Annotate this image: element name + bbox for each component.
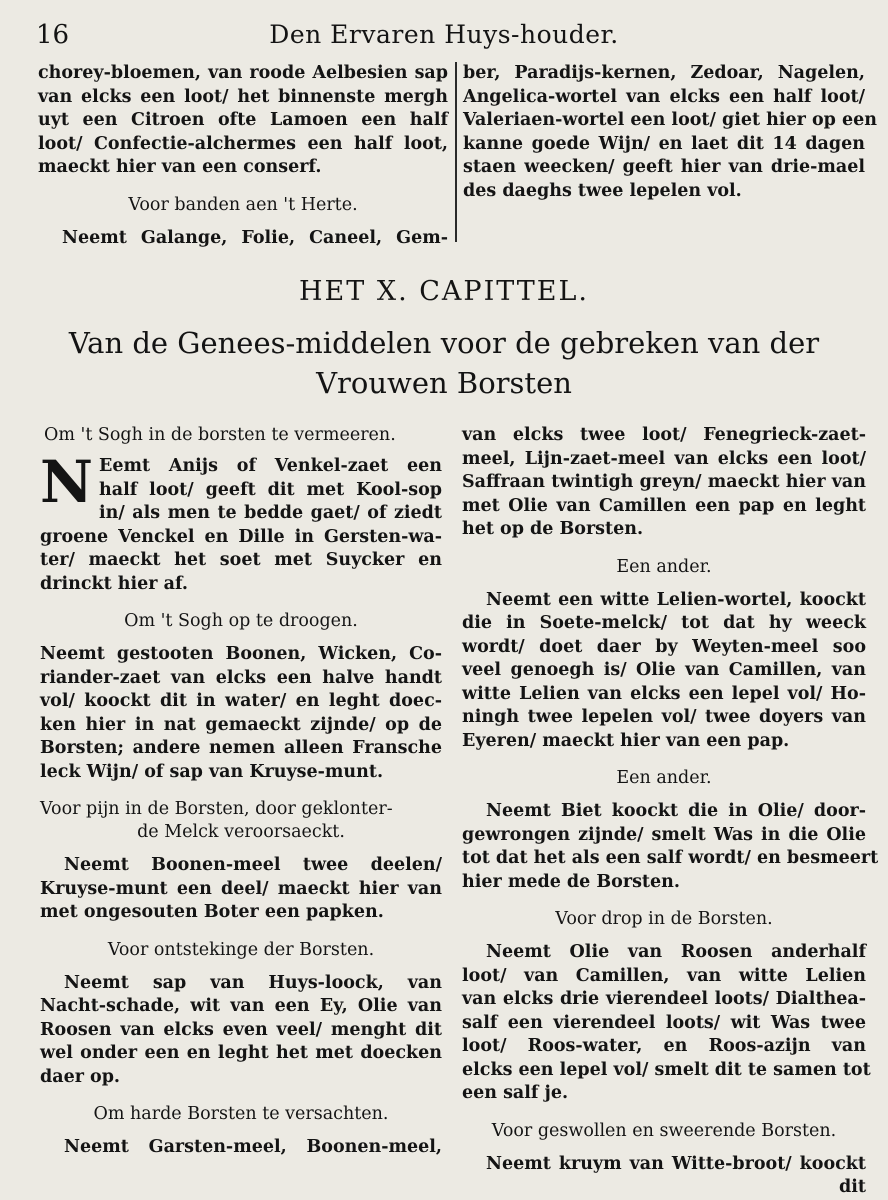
text-line: drinckt hier af. bbox=[40, 573, 188, 594]
text-line: loot/ Roos-water, en Roos-azijn van bbox=[462, 1036, 866, 1056]
top-right-column bbox=[463, 62, 877, 203]
chapter-heading: HET X. CAPITTEL. bbox=[299, 276, 589, 307]
text-line: salf een vierendeel loots/ wit Was twee bbox=[462, 1012, 866, 1033]
text-line: daer op. bbox=[40, 1066, 121, 1087]
text-line: in/ als men te bedde gaet/ of ziedt bbox=[99, 503, 442, 523]
text-line: van elcks een loot/ het binnenste mergh bbox=[38, 86, 448, 107]
catchword: dit bbox=[839, 1177, 866, 1197]
text-line: met Olie van Camillen een pap en leght bbox=[462, 495, 866, 516]
section-heading: de Melck veroorsaeckt. bbox=[137, 822, 345, 842]
text-line: uyt een Citroen ofte Lamoen een half bbox=[38, 110, 448, 130]
text-line: groene Venckel en Dille in Gersten-wa- bbox=[40, 526, 442, 547]
running-title: Den Ervaren Huys-houder. bbox=[269, 20, 619, 49]
text-line: Neemt Boonen-meel twee deelen/ bbox=[64, 855, 442, 875]
text-line: ken hier in nat gemaeckt zijnde/ op de bbox=[40, 714, 442, 735]
chapter-title-line-1: Van de Genees-middelen voor de gebreken van der bbox=[68, 326, 820, 360]
text-line: meel, Lijn-zaet-meel van elcks een loot/ bbox=[462, 448, 866, 469]
top-left-column bbox=[38, 62, 448, 250]
section-heading: Voor ontstekinge der Borsten. bbox=[107, 939, 375, 960]
text-line: die in Soete-melck/ tot dat hy weeck bbox=[462, 613, 866, 633]
left-column bbox=[40, 424, 442, 1160]
text-line: Angelica-wortel van elcks een half loot/ bbox=[463, 86, 865, 107]
chapter-title-line-2: Vrouwen Borsten bbox=[316, 366, 572, 400]
text-line: half loot/ geeft dit met Kool-sop bbox=[99, 479, 442, 500]
text-line: kanne goede Wijn/ en laet dit 14 dagen bbox=[463, 133, 865, 154]
section-heading: Voor drop in de Borsten. bbox=[555, 909, 773, 929]
text-line: loot/ van Camillen, van witte Lelien bbox=[462, 965, 866, 986]
section-heading: Om 't Sogh in de borsten te vermeeren. bbox=[44, 425, 396, 445]
text-line: Neemt kruym van Witte-broot/ koockt bbox=[486, 1153, 866, 1174]
text-line: wordt/ doet daer by Weyten-meel soo bbox=[462, 636, 866, 657]
text-line: Kruyse-munt een deel/ maeckt hier van bbox=[40, 878, 442, 899]
running-header bbox=[0, 14, 888, 54]
text-line: Eyeren/ maeckt hier van een pap. bbox=[462, 730, 790, 751]
section-heading: Om harde Borsten te versachten. bbox=[93, 1104, 389, 1124]
text-line: Nacht-schade, wit van een Ey, Olie van bbox=[40, 996, 442, 1016]
text-line: van elcks twee loot/ Fenegrieck-zaet- bbox=[462, 425, 866, 445]
text-line: wel onder een en leght het met doecken bbox=[40, 1043, 442, 1063]
text-line: van elcks drie vierendeel loots/ Dialthea- bbox=[462, 989, 866, 1009]
text-line: riander-zaet van elcks een halve handt bbox=[40, 667, 442, 688]
text-line: elcks een lepel vol/ smelt dit te samen tot bbox=[462, 1059, 871, 1080]
text-line: het op de Borsten. bbox=[462, 519, 644, 539]
drop-cap: N bbox=[40, 448, 94, 516]
text-line: Roosen van elcks even veel/ menght dit bbox=[40, 1019, 442, 1040]
section-heading: Voor geswollen en sweerende Borsten. bbox=[491, 1120, 837, 1141]
text-line: des daeghs twee lepelen vol. bbox=[463, 180, 742, 201]
column-rule bbox=[455, 62, 457, 242]
section-heading: Een ander. bbox=[616, 556, 712, 577]
section-heading: Een ander. bbox=[616, 768, 712, 788]
text-line: hier mede de Borsten. bbox=[462, 871, 680, 892]
section-heading: Voor banden aen 't Herte. bbox=[128, 194, 358, 215]
text-line: Neemt Biet koockt die in Olie/ door- bbox=[486, 801, 866, 821]
text-line: een salf je. bbox=[462, 1083, 569, 1103]
text-line: Borsten; andere nemen alleen Fransche bbox=[40, 738, 442, 758]
text-line: chorey-bloemen, van roode Aelbesien sap bbox=[38, 63, 448, 83]
text-line: loot/ Confectie-alchermes een half loot, bbox=[38, 133, 448, 154]
right-column bbox=[462, 424, 879, 1200]
text-line: Eemt Anijs of Venkel-zaet een bbox=[99, 456, 442, 476]
text-line: witte Lelien van elcks een lepel vol/ Ho- bbox=[462, 683, 866, 704]
text-line: ter/ maeckt het soet met Suycker en bbox=[40, 550, 442, 570]
text-line: met ongesouten Boter een papken. bbox=[40, 902, 384, 922]
text-line: leck Wijn/ of sap van Kruyse-munt. bbox=[40, 761, 384, 782]
text-line: ningh twee lepelen vol/ twee doyers van bbox=[462, 707, 866, 727]
section-heading: Voor pijn in de Borsten, door geklonter- bbox=[40, 799, 393, 819]
page-number: 16 bbox=[36, 20, 70, 50]
text-line: veel genoegh is/ Olie van Camillen, van bbox=[462, 660, 866, 680]
section-heading: Om 't Sogh op te droogen. bbox=[124, 611, 358, 631]
text-line: Neemt Garsten-meel, Boonen-meel, bbox=[64, 1137, 442, 1157]
text-line: Saffraan twintigh greyn/ maeckt hier van bbox=[462, 472, 866, 492]
text-line: Neemt gestooten Boonen, Wicken, Co- bbox=[40, 644, 442, 664]
text-line: maeckt hier van een conserf. bbox=[38, 157, 322, 177]
text-line: Valeriaen-wortel een loot/ giet hier op een bbox=[463, 110, 877, 130]
text-line: staen weecken/ geeft hier van drie-mael bbox=[463, 157, 865, 177]
text-line: Neemt Olie van Roosen anderhalf bbox=[486, 942, 866, 962]
text-line: ber, Paradijs-kernen, Zedoar, Nagelen, bbox=[463, 63, 865, 83]
text-line: tot dat het als een salf wordt/ en besmeert bbox=[462, 848, 879, 868]
text-line: Neemt een witte Lelien-wortel, koockt bbox=[486, 589, 866, 610]
text-line: Neemt sap van Huys-loock, van bbox=[64, 972, 442, 993]
text-line: Neemt Galange, Folie, Caneel, Gem- bbox=[62, 227, 448, 248]
text-line: vol/ koockt dit in water/ en leght doec- bbox=[40, 691, 442, 711]
text-line: gewrongen zijnde/ smelt Was in die Olie bbox=[462, 824, 866, 845]
